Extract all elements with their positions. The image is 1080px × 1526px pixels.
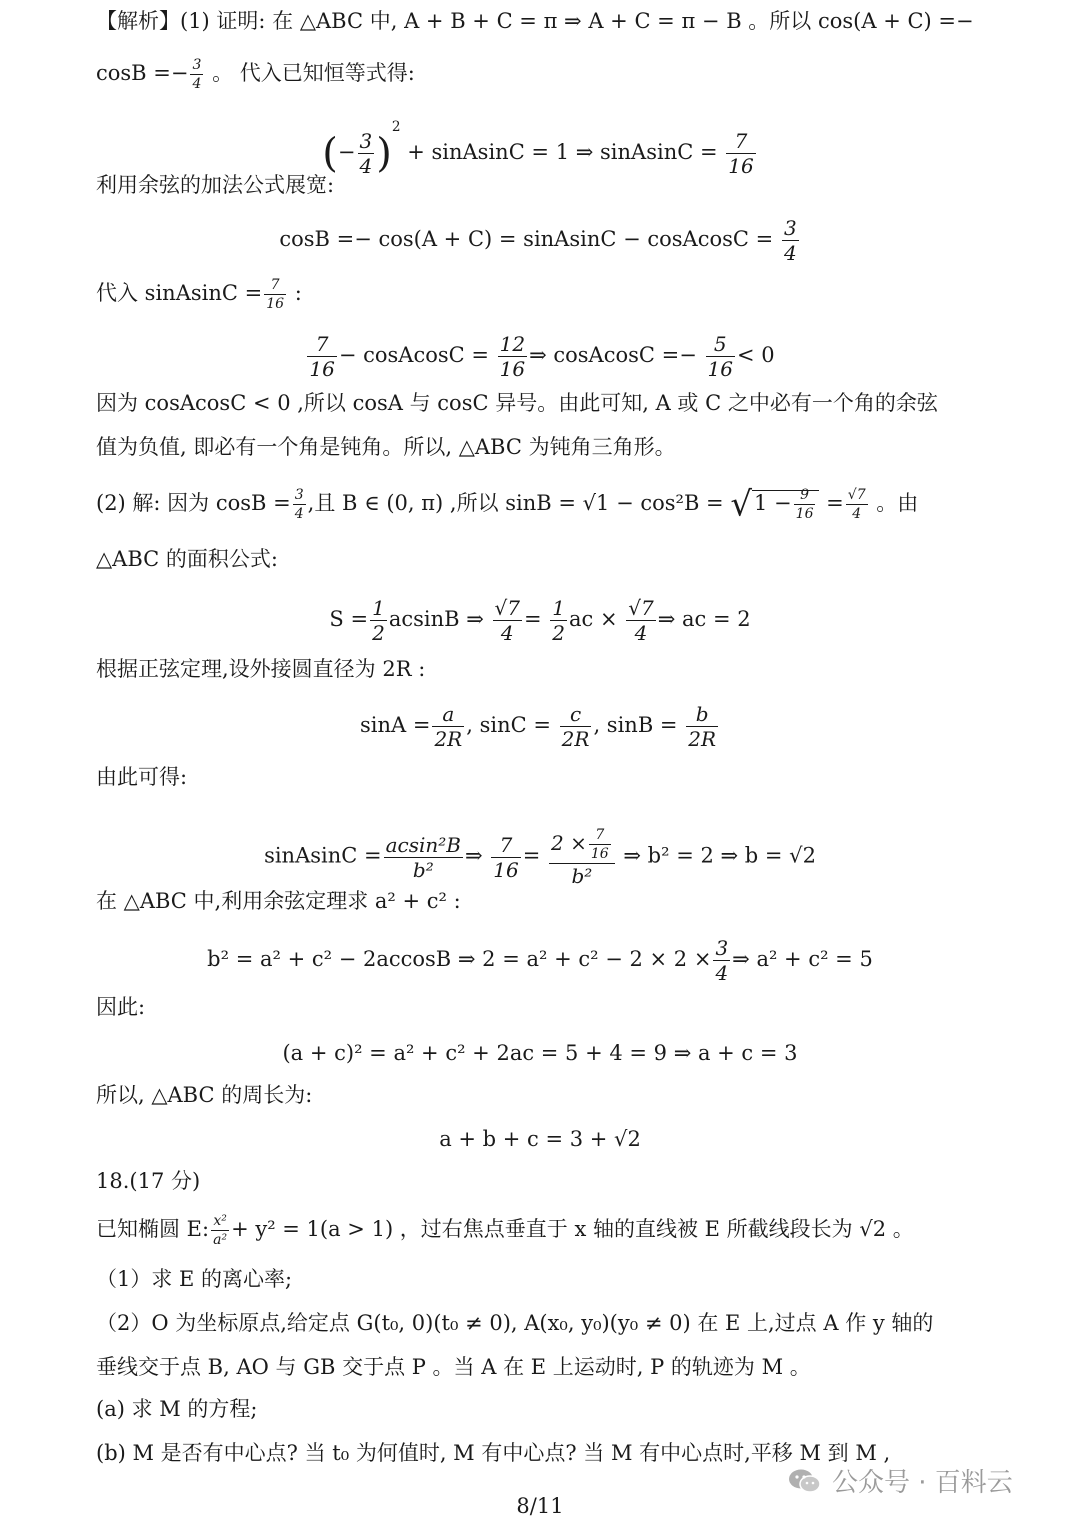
part1-cosB-line: cosB =− $\frac{3}{4}$ 。 代入已知恒等式得: [96,57,415,92]
wechat-icon [788,1468,822,1494]
text-thus: 由此可得: [96,765,188,789]
question-18-part1: （1）求 E 的离心率; [96,1267,293,1291]
question-18-part2-cont: 垂线交于点 B, AO 与 GB 交于点 P 。当 A 在 E 上运动时, P 的轨迹为 M 。 [96,1355,811,1379]
text-cosine-law: 在 △ABC 中,利用余弦定理求 a² + c² : [96,889,461,913]
text-perimeter: 所以, △ABC 的周长为: [96,1083,313,1107]
question-18-stem: 已知椭圆 E: $\frac{\text{x²}}{\text{a²}}$ + y² = 1(a > 1) ，过右焦点垂直于 x 轴的直线被 E 所截线段长为 √2 。 [96,1213,914,1248]
question-18-title: 18.(17 分) [96,1169,201,1193]
equation-3: $\frac{7}{16}$ − cosAcosC = $\frac{12}{16}$ ⇒ cosAcosC =− $\frac{5}{16}$ < 0 [309,332,775,381]
text-sine-law: 根据正弦定理,设外接圆直径为 2R : [96,657,426,681]
watermark: 公众号 · 百料云 [788,1462,1013,1499]
equation-8: (a + c)² = a² + c² + 2ac = 5 + 4 = 9 ⇒ a + c = 3 [282,1041,798,1065]
question-18-part2a: (a) 求 M 的方程; [96,1397,258,1421]
part1-heading: 【解析】(1) 证明: 在 △ABC 中, A + B + C = π ⇒ A + C = π − B 。所以 cos(A + C) =− [96,9,974,33]
text-therefore: 因此: [96,995,146,1019]
text-because-1: 因为 cosAcosC < 0 ,所以 cosA 与 cosC 异号。由此可知, A 或 C 之中必有一个角的余弦 [96,391,938,415]
text-because-2: 值为负值, 即必有一个角是钝角。所以, △ABC 为钝角三角形。 [96,435,676,459]
equation-2: cosB =− cos(A + C) = sinAsinC − cosAcosC = $\frac{3}{4}$ [279,216,797,265]
page-number: 8/11 [516,1494,564,1518]
question-18-part2: （2）O 为坐标原点,给定点 G(t₀, 0)(t₀ ≠ 0), A(x₀, y₀)(y₀ ≠ 0) 在 E 上,过点 A 作 y 轴的 [96,1311,934,1335]
text-area-formula: △ABC 的面积公式: [96,547,278,571]
equation-5: sinA = $\frac{a}{2R}$ , sinC = $\frac{c}{2R}$ , sinB = $\frac{b}{2R}$ [359,702,717,751]
text-expand: 利用余弦的加法公式展宽: [96,173,335,197]
equation-1: (− $\frac{3}{4}$ )$^2$ + sinAsinC = 1 ⇒ sinAsinC = $\frac{7}{16}$ [322,119,754,178]
equation-4: S = $\frac{1}{2}$ acsinB ⇒ $\frac{√7}{4}$ = $\frac{1}{2}$ ac × $\frac{√7}{4}$ ⇒ ac = 2 [329,596,751,645]
question-18-part2b: (b) M 是否有中心点? 当 t₀ 为何值时, M 有中心点? 当 M 有中心点时,平移 M 到 M , [96,1441,891,1465]
equation-7: b² = a² + c² − 2accosB ⇒ 2 = a² + c² − 2 × 2 × $\frac{3}{4}$ ⇒ a² + c² = 5 [207,936,873,985]
part2-line: (2) 解: 因为 cosB = $\frac{3}{4}$ ,且 B ∈ (0, π) ,所以 sinB = √1 − cos²B = √1 − $\frac{9}{16}$ = $\frac{√7}{4}$ 。由 [96,484,919,525]
equation-9: a + b + c = 3 + √2 [439,1127,641,1151]
equation-6: sinAsinC = $\frac{\text{acsin²B}}{\text{b²}}$ ⇒ $\frac{7}{16}$ = 2 × $\frac{7}{16}$ b² ⇒ b² = 2 ⇒ b = √2 [264,827,816,888]
text-substitute: 代入 sinAsinC = $\frac{7}{16}$ : [96,277,302,312]
